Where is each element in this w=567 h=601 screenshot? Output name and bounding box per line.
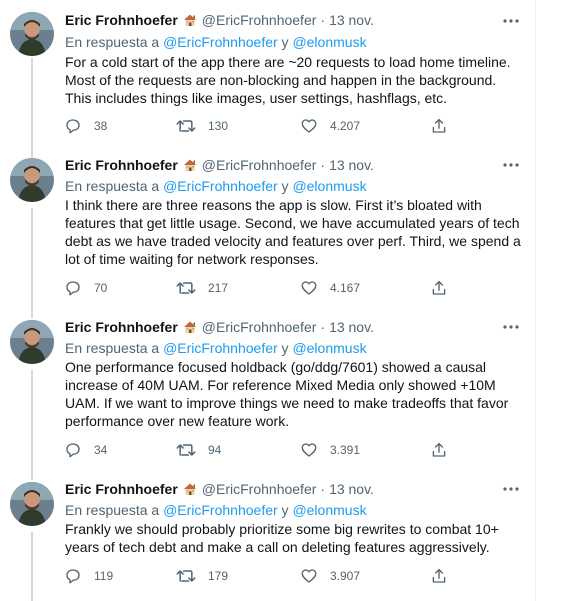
like-button[interactable] bbox=[300, 278, 360, 298]
mention-link[interactable]: @elonmusk bbox=[292, 340, 367, 356]
more-options-button[interactable] bbox=[500, 319, 522, 335]
author-name[interactable]: Eric Frohnhoefer bbox=[65, 319, 178, 335]
thread-line bbox=[31, 150, 33, 156]
share-icon bbox=[430, 117, 448, 135]
thread-line bbox=[31, 208, 33, 312]
tweet-text: I think there are three reasons the app is slow. First it’s bloated with features that get little usage. Second, we have accumulated years of tech debt as we have traded velocity and features over perf. Third, we spend a lot of time waiting for network responses. bbox=[65, 197, 525, 267]
share-button[interactable] bbox=[430, 116, 460, 136]
reply-count: 34 bbox=[94, 443, 108, 457]
share-icon bbox=[430, 441, 448, 459]
house-emoji-icon bbox=[182, 481, 198, 497]
reply-joiner: y bbox=[281, 502, 289, 518]
retweet-button[interactable] bbox=[176, 116, 228, 136]
tweet-actions bbox=[60, 566, 460, 586]
tweet-4[interactable] bbox=[0, 474, 536, 601]
reply-button[interactable] bbox=[64, 566, 113, 586]
tweet-actions bbox=[60, 440, 460, 460]
more-horizontal-icon bbox=[503, 163, 519, 167]
mention-link[interactable]: @EricFrohnhoefer bbox=[163, 502, 278, 518]
avatar[interactable] bbox=[10, 320, 54, 364]
author-handle[interactable]: @EricFrohnhoefer bbox=[201, 12, 317, 28]
separator: · bbox=[320, 319, 326, 335]
avatar[interactable] bbox=[10, 482, 54, 526]
retweet-button[interactable] bbox=[176, 278, 228, 298]
reply-prefix: En respuesta a bbox=[65, 340, 160, 356]
like-button[interactable] bbox=[300, 440, 360, 460]
reply-context bbox=[65, 32, 367, 52]
tweet-header bbox=[65, 479, 374, 499]
mention-link[interactable]: @EricFrohnhoefer bbox=[163, 34, 278, 50]
author-name[interactable]: Eric Frohnhoefer bbox=[65, 12, 178, 28]
tweet-2[interactable] bbox=[0, 150, 536, 312]
author-handle[interactable]: @EricFrohnhoefer bbox=[201, 157, 317, 173]
retweet-button[interactable] bbox=[176, 440, 221, 460]
heart-icon bbox=[300, 117, 318, 135]
like-button[interactable] bbox=[300, 566, 360, 586]
reply-count: 70 bbox=[94, 281, 108, 295]
house-emoji-icon bbox=[182, 157, 198, 173]
retweet-count: 179 bbox=[208, 569, 229, 583]
retweet-icon bbox=[176, 567, 196, 585]
more-horizontal-icon bbox=[503, 19, 519, 23]
more-options-button[interactable] bbox=[500, 481, 522, 497]
reply-icon bbox=[64, 441, 82, 459]
tweet-date[interactable]: 13 nov. bbox=[329, 12, 374, 28]
mention-link[interactable]: @EricFrohnhoefer bbox=[163, 340, 278, 356]
more-horizontal-icon bbox=[503, 325, 519, 329]
reply-prefix: En respuesta a bbox=[65, 34, 160, 50]
reply-context bbox=[65, 500, 367, 520]
right-rail bbox=[536, 0, 567, 601]
separator: · bbox=[320, 157, 326, 173]
share-button[interactable] bbox=[430, 566, 460, 586]
author-name[interactable]: Eric Frohnhoefer bbox=[65, 157, 178, 173]
mention-link[interactable]: @elonmusk bbox=[292, 178, 367, 194]
tweet-text: Frankly we should probably prioritize some big rewrites to combat 10+ years of tech debt and make a call on deleting features aggressively. bbox=[65, 521, 503, 555]
reply-count: 119 bbox=[94, 569, 114, 583]
mention-link[interactable]: @elonmusk bbox=[292, 34, 367, 50]
reply-prefix: En respuesta a bbox=[65, 178, 160, 194]
reply-count: 38 bbox=[94, 119, 108, 133]
more-options-button[interactable] bbox=[500, 13, 522, 29]
tweet-1[interactable] bbox=[0, 0, 536, 162]
thread-line bbox=[31, 312, 33, 318]
reply-icon bbox=[64, 279, 82, 297]
retweet-icon bbox=[176, 279, 196, 297]
tweet-text: One performance focused holdback (go/ddg/7601) showed a causal increase of 40M UAM. For reference Mixed Media only showed +10M UAM. If we want to improve things we need to make tradeoffs that favor performance over new feature work. bbox=[65, 359, 513, 429]
retweet-icon bbox=[176, 117, 196, 135]
author-name[interactable]: Eric Frohnhoefer bbox=[65, 481, 178, 497]
like-count: 4.207 bbox=[330, 119, 361, 133]
mention-link[interactable]: @EricFrohnhoefer bbox=[163, 178, 278, 194]
like-count: 4.167 bbox=[330, 281, 361, 295]
author-handle[interactable]: @EricFrohnhoefer bbox=[201, 481, 317, 497]
more-options-button[interactable] bbox=[500, 157, 522, 173]
tweet-actions bbox=[60, 278, 460, 298]
retweet-count: 217 bbox=[208, 281, 229, 295]
retweet-icon bbox=[176, 441, 196, 459]
more-horizontal-icon bbox=[503, 487, 519, 491]
avatar[interactable] bbox=[10, 12, 54, 56]
tweet-date[interactable]: 13 nov. bbox=[329, 481, 374, 497]
tweet-date[interactable]: 13 nov. bbox=[329, 319, 374, 335]
like-count: 3.391 bbox=[330, 443, 361, 457]
thread-line bbox=[31, 474, 33, 480]
reply-joiner: y bbox=[281, 340, 289, 356]
tweet-date[interactable]: 13 nov. bbox=[329, 157, 374, 173]
avatar[interactable] bbox=[10, 158, 54, 202]
share-button[interactable] bbox=[430, 440, 460, 460]
like-button[interactable] bbox=[300, 116, 360, 136]
separator: · bbox=[320, 481, 326, 497]
tweet-3[interactable] bbox=[0, 312, 536, 474]
tweet-header bbox=[65, 317, 374, 337]
house-emoji-icon bbox=[182, 12, 198, 28]
heart-icon bbox=[300, 441, 318, 459]
tweet-actions bbox=[60, 116, 460, 136]
reply-button[interactable] bbox=[64, 440, 107, 460]
reply-joiner: y bbox=[281, 34, 289, 50]
reply-icon bbox=[64, 567, 82, 585]
reply-button[interactable] bbox=[64, 116, 107, 136]
tweet-header bbox=[65, 10, 374, 30]
heart-icon bbox=[300, 279, 318, 297]
separator: · bbox=[320, 12, 326, 28]
house-emoji-icon bbox=[182, 319, 198, 335]
reply-context bbox=[65, 338, 367, 358]
thread-line bbox=[31, 370, 33, 474]
author-handle[interactable]: @EricFrohnhoefer bbox=[201, 319, 317, 335]
heart-icon bbox=[300, 567, 318, 585]
mention-link[interactable]: @elonmusk bbox=[292, 502, 367, 518]
reply-prefix: En respuesta a bbox=[65, 502, 160, 518]
reply-joiner: y bbox=[281, 178, 289, 194]
thread-line bbox=[31, 532, 33, 601]
retweet-count: 130 bbox=[208, 119, 229, 133]
tweet-text: For a cold start of the app there are ~20 requests to load home timeline. Most of the requests are non-blocking and happen in the background. This includes things like images, user settings, hashflags, etc. bbox=[65, 54, 515, 106]
share-icon bbox=[430, 279, 448, 297]
share-icon bbox=[430, 567, 448, 585]
tweet-header bbox=[65, 155, 374, 175]
share-button[interactable] bbox=[430, 278, 460, 298]
retweet-count: 94 bbox=[208, 443, 222, 457]
reply-context bbox=[65, 176, 367, 196]
like-count: 3.907 bbox=[330, 569, 361, 583]
reply-icon bbox=[64, 117, 82, 135]
retweet-button[interactable] bbox=[176, 566, 228, 586]
reply-button[interactable] bbox=[64, 278, 107, 298]
thread-line bbox=[31, 58, 33, 162]
